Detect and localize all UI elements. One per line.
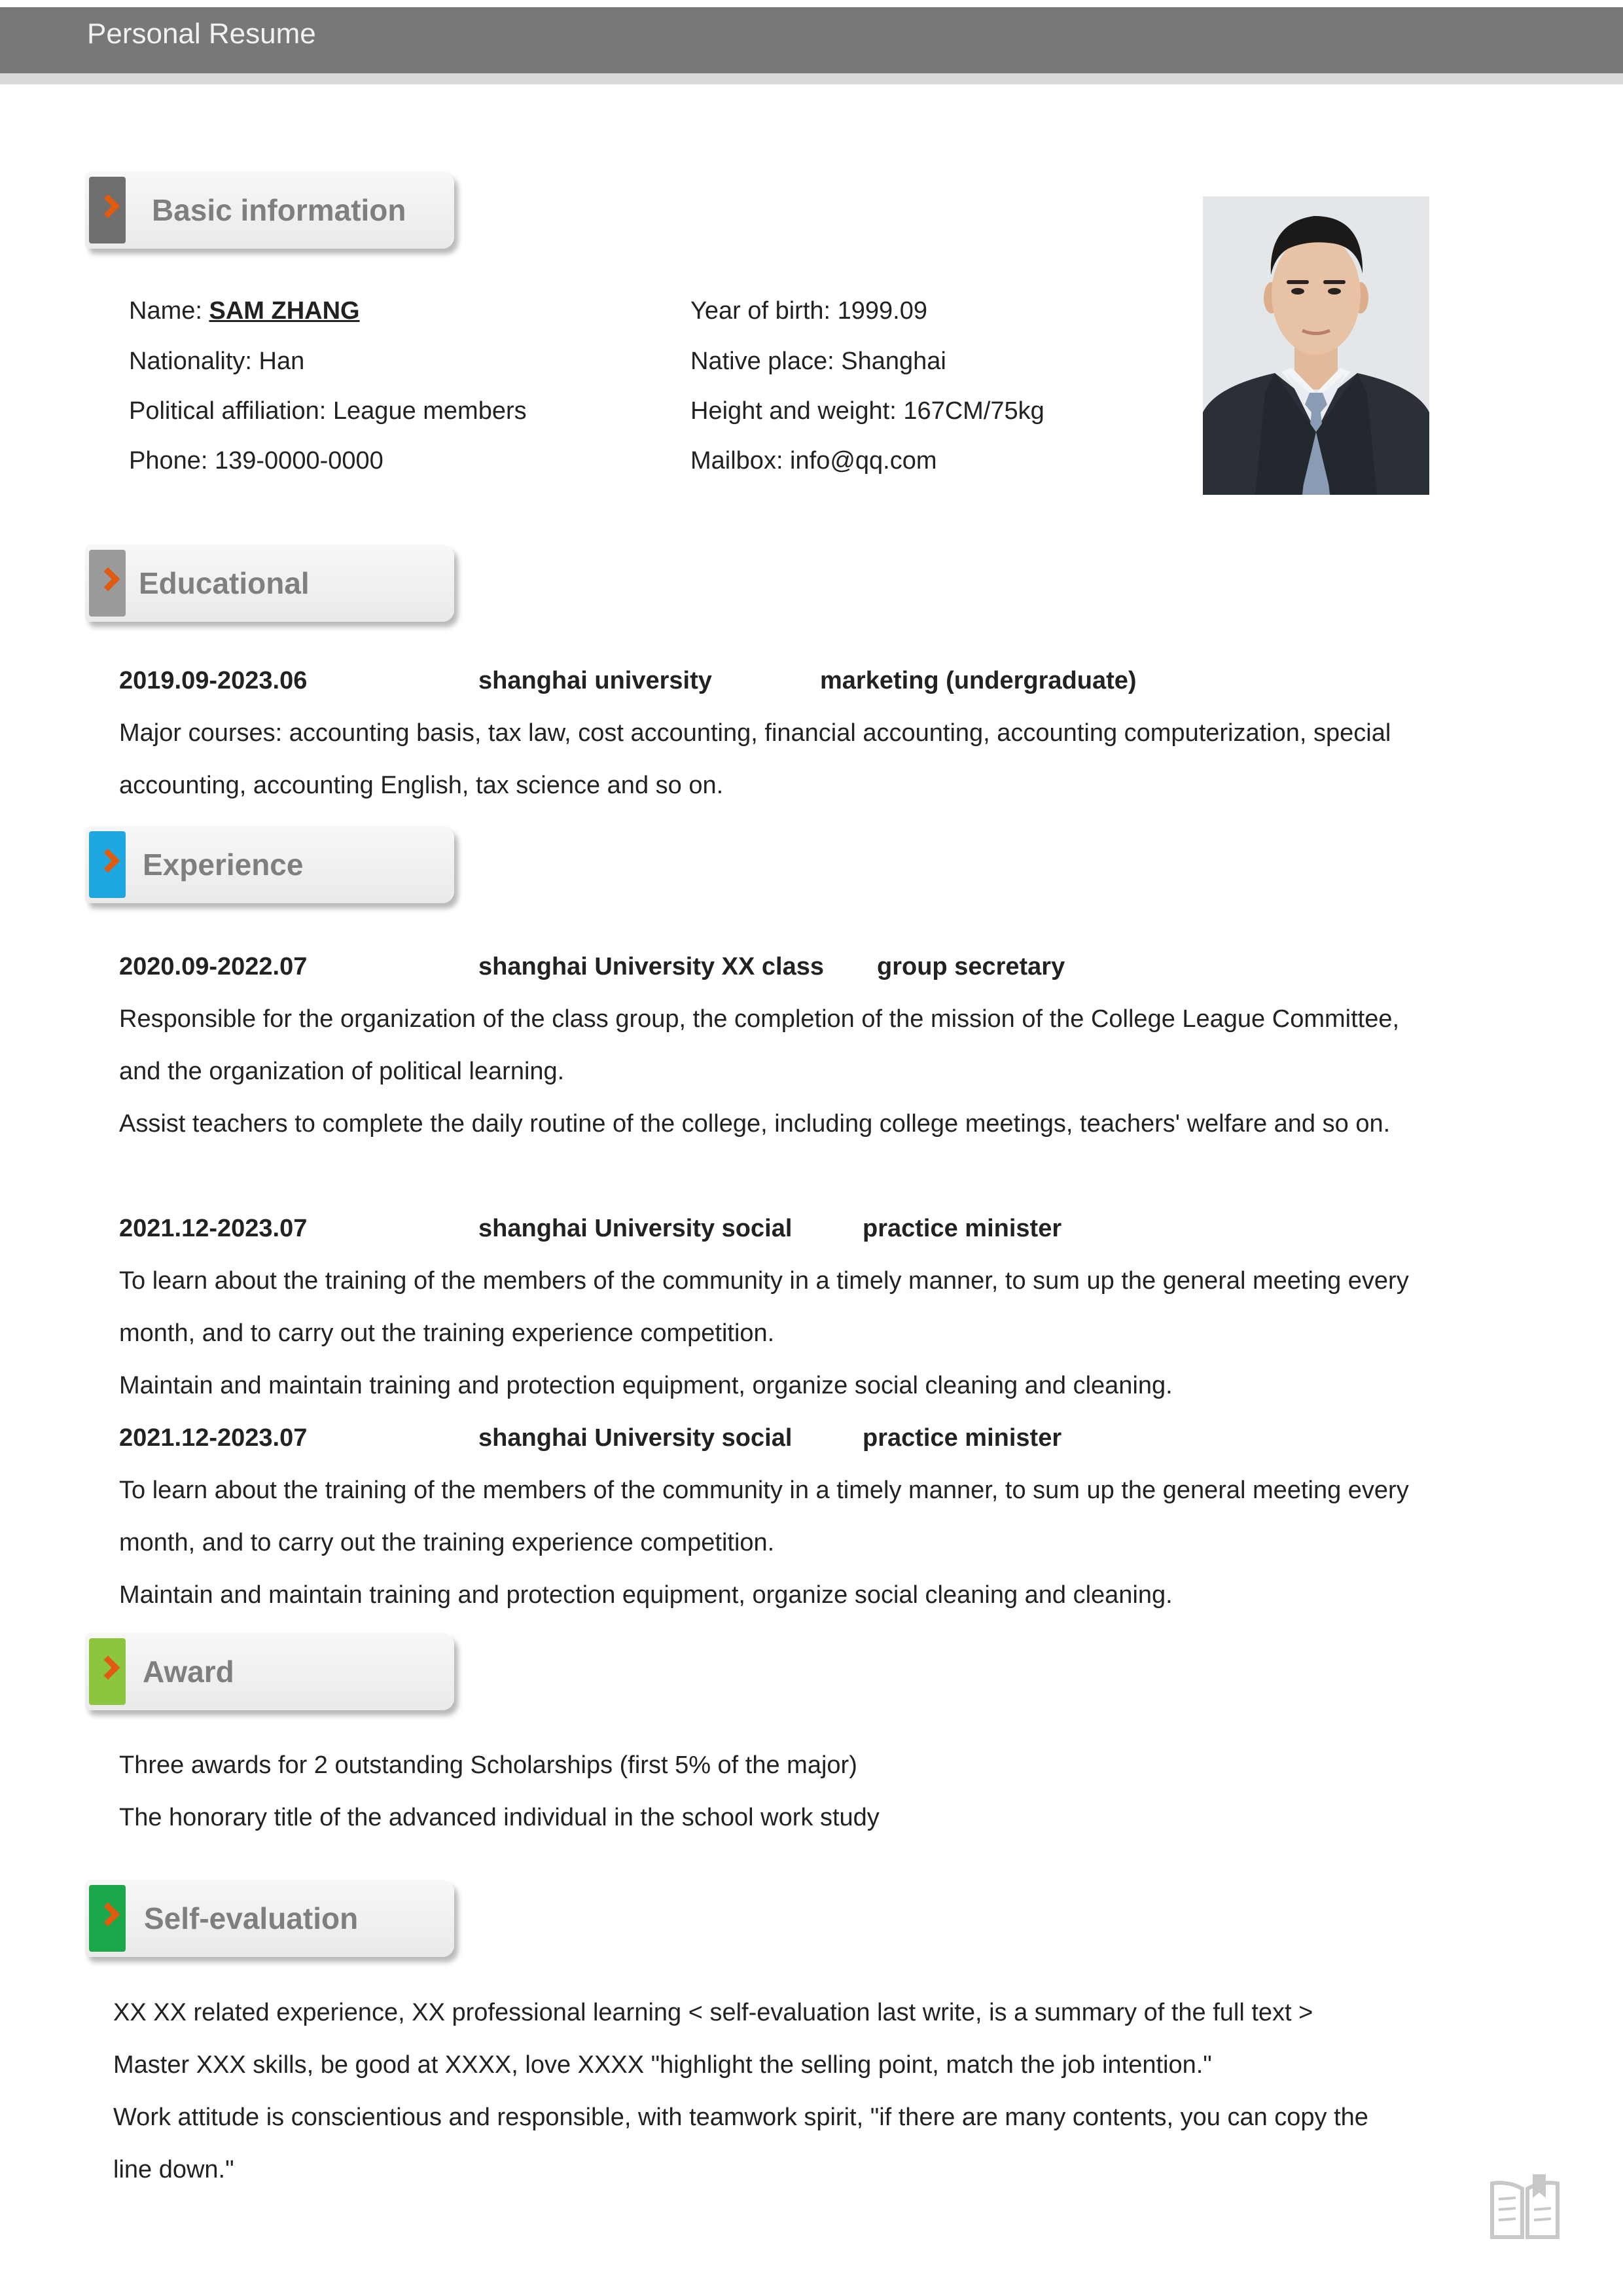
name-value: SAM ZHANG <box>209 297 360 325</box>
height-weight: Height and weight: 167CM/75kg <box>690 397 1044 425</box>
exp-role: group secretary <box>877 953 1065 980</box>
award-line: The honorary title of the advanced individual in the school work study <box>119 1804 880 1831</box>
exp-org: shanghai University social <box>478 1424 793 1452</box>
self-eval-line: line down." <box>113 2156 234 2183</box>
section-heading: Basic information <box>152 193 406 227</box>
year-of-birth: Year of birth: 1999.09 <box>690 297 927 325</box>
exp-period: 2021.12-2023.07 <box>119 1424 308 1452</box>
exp-line: To learn about the training of the members of the community in a timely manner, to sum up the general meeting every <box>119 1267 1409 1295</box>
page-title: Personal Resume <box>87 18 316 50</box>
exp-org: shanghai University social <box>478 1215 793 1242</box>
political-affiliation: Political affiliation: League members <box>129 397 527 425</box>
edu-courses-line2: accounting, accounting English, tax science and so on. <box>119 772 724 799</box>
section-award <box>85 1633 454 1710</box>
portrait-illustration <box>1203 196 1429 495</box>
section-heading: Educational <box>139 566 310 600</box>
portrait-photo <box>1203 196 1429 495</box>
native-place: Native place: Shanghai <box>690 348 946 375</box>
mailbox: Mailbox: info@qq.com <box>690 447 937 475</box>
exp-role: practice minister <box>863 1215 1062 1242</box>
exp-line: month, and to carry out the training experience competition. <box>119 1319 775 1347</box>
exp-org: shanghai University XX class <box>478 953 825 980</box>
section-experience <box>85 826 454 903</box>
exp-line: To learn about the training of the members of the community in a timely manner, to sum up the general meeting every <box>119 1477 1409 1504</box>
section-self-evaluation <box>85 1880 454 1957</box>
exp-line: Responsible for the organization of the class group, the completion of the mission of the College League Committee, <box>119 1005 1400 1033</box>
exp-period: 2021.12-2023.07 <box>119 1215 308 1242</box>
award-line: Three awards for 2 outstanding Scholarships (first 5% of the major) <box>119 1751 857 1779</box>
edu-school: shanghai university <box>478 667 712 694</box>
edu-major: marketing (undergraduate) <box>820 667 1137 694</box>
section-heading: Self-evaluation <box>144 1901 359 1935</box>
section-heading: Award <box>143 1655 234 1689</box>
section-heading: Experience <box>143 848 304 882</box>
edu-period: 2019.09-2023.06 <box>119 667 308 694</box>
phone: Phone: 139-0000-0000 <box>129 447 383 475</box>
exp-line: month, and to carry out the training experience competition. <box>119 1529 775 1556</box>
self-eval-line: XX XX related experience, XX professional learning < self-evaluation last write, is a summary of the full text > <box>113 1999 1313 2026</box>
self-eval-line: Work attitude is conscientious and responsible, with teamwork spirit, "if there are many contents, you can copy the <box>113 2104 1368 2131</box>
section-basic-information <box>85 171 454 249</box>
section-educational <box>85 545 454 622</box>
name-row <box>129 295 360 327</box>
book-icon <box>1486 2172 1564 2244</box>
exp-line: Maintain and maintain training and protection equipment, organize social cleaning and cleaning. <box>119 1581 1173 1609</box>
exp-line: Maintain and maintain training and protection equipment, organize social cleaning and cleaning. <box>119 1372 1173 1399</box>
header-strip <box>0 73 1623 84</box>
name-label: Name: <box>129 297 209 325</box>
exp-line: Assist teachers to complete the daily routine of the college, including college meetings, teachers' welfare and so on. <box>119 1110 1391 1138</box>
exp-role: practice minister <box>863 1424 1062 1452</box>
edu-courses-line1: Major courses: accounting basis, tax law, cost accounting, financial accounting, accounting computerization, special <box>119 719 1391 747</box>
self-eval-line: Master XXX skills, be good at XXXX, love XXXX "highlight the selling point, match the job intention." <box>113 2051 1212 2079</box>
nationality: Nationality: Han <box>129 348 305 375</box>
exp-line: and the organization of political learning. <box>119 1058 565 1085</box>
exp-period: 2020.09-2022.07 <box>119 953 308 980</box>
